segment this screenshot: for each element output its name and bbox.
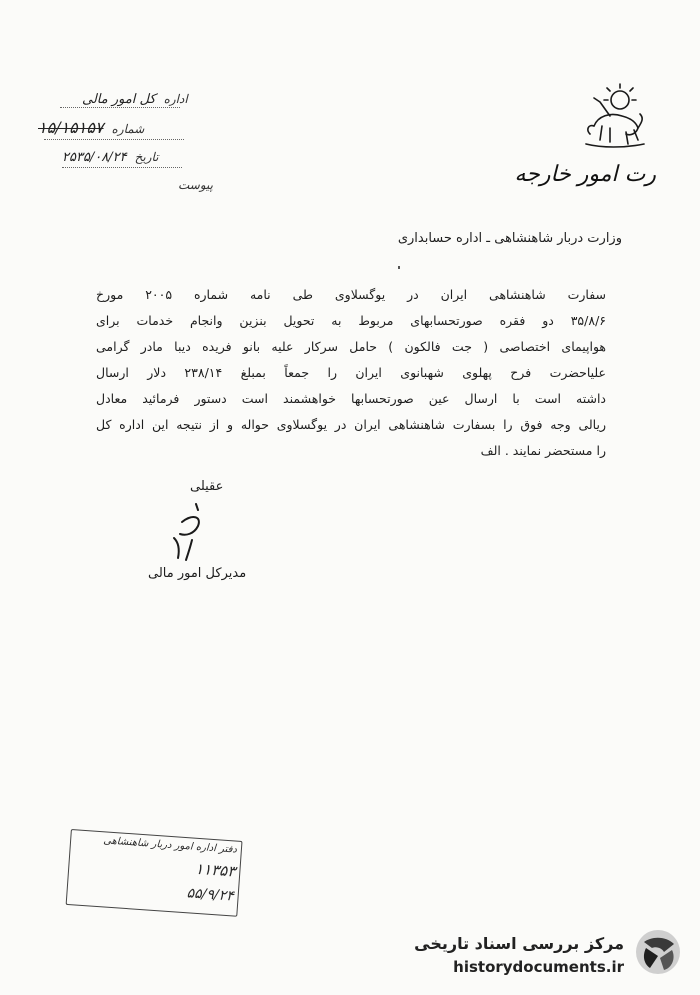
signer-name: عقیلی xyxy=(190,479,224,494)
watermark-url: historydocuments.ir xyxy=(453,958,624,976)
attachment-row xyxy=(178,178,213,192)
watermark-title: مرکز بررسی اسناد تاریخی xyxy=(414,934,624,953)
signer-title: مدیرکل امور مالی xyxy=(148,566,247,581)
office-row xyxy=(82,92,188,107)
number-dotted-line xyxy=(44,139,184,140)
body-line-6: ریالی وجه فوق را بسفارت شاهنشاهی ایران در یوگسلاوی حواله و از نتیجه این اداره کل xyxy=(96,417,606,432)
date-row xyxy=(62,150,159,165)
attachment-label: پیوست xyxy=(178,178,213,192)
lion-and-sun-emblem-icon xyxy=(580,82,650,152)
archive-logo-icon xyxy=(634,928,682,976)
stamp-number: ۱۱۳۵۳ xyxy=(194,859,236,881)
stamp-title: دفتر اداره امور دربار شاهنشاهی xyxy=(102,835,238,856)
office-dotted-line xyxy=(60,107,180,108)
body-line-1: سفارت شاهنشاهی ایران در یوگسلاوی طی نامه شماره ۲۰۰۵ مورخ xyxy=(96,287,606,302)
body-line-7: را مستحضر نمایند . الف xyxy=(480,443,606,458)
date-value: ۲۵۳۵/۰۸/۲۴ xyxy=(62,150,127,165)
body-line-5: داشته است با ارسال عین صورتحسابها خواهشمند است دستور فرمائید معادل xyxy=(96,391,606,406)
date-label: تاریخ xyxy=(134,150,159,164)
stamp-date: ۵۵/۹/۲۴ xyxy=(186,885,235,905)
number-value: ۱۵/۱۵۱۵۷ xyxy=(38,118,104,137)
receipt-stamp xyxy=(65,829,245,919)
handwritten-signature-icon xyxy=(152,500,222,568)
date-dotted-line xyxy=(62,167,182,168)
body-line-4: علیاحضرت فرح پهلوی شهبانوی ایران را جمعاً بمبلغ ۲۳۸/۱۴ دلار ارسال xyxy=(96,365,606,380)
body-line-2: ۳۵/۸/۶ دو فقره صورتحسابهای مربوط به تحویل بنزین وانجام خدمات برای xyxy=(96,313,606,328)
office-label: اداره xyxy=(163,92,188,106)
ministry-name: رت امور خارجه xyxy=(514,162,656,187)
addressee: وزارت دربار شاهنشاهی ـ اداره حسابداری xyxy=(397,231,622,246)
number-row xyxy=(38,118,144,137)
body-line-3: هواپیمای اختصاصی ( جت فالکون ) حامل سرکار علیه بانو فریده دیبا مادر گرامی xyxy=(96,339,606,354)
office-value: کل امور مالی xyxy=(82,92,156,107)
letter-body xyxy=(96,282,606,464)
number-label: شماره xyxy=(111,122,145,136)
page-mark xyxy=(398,266,400,269)
